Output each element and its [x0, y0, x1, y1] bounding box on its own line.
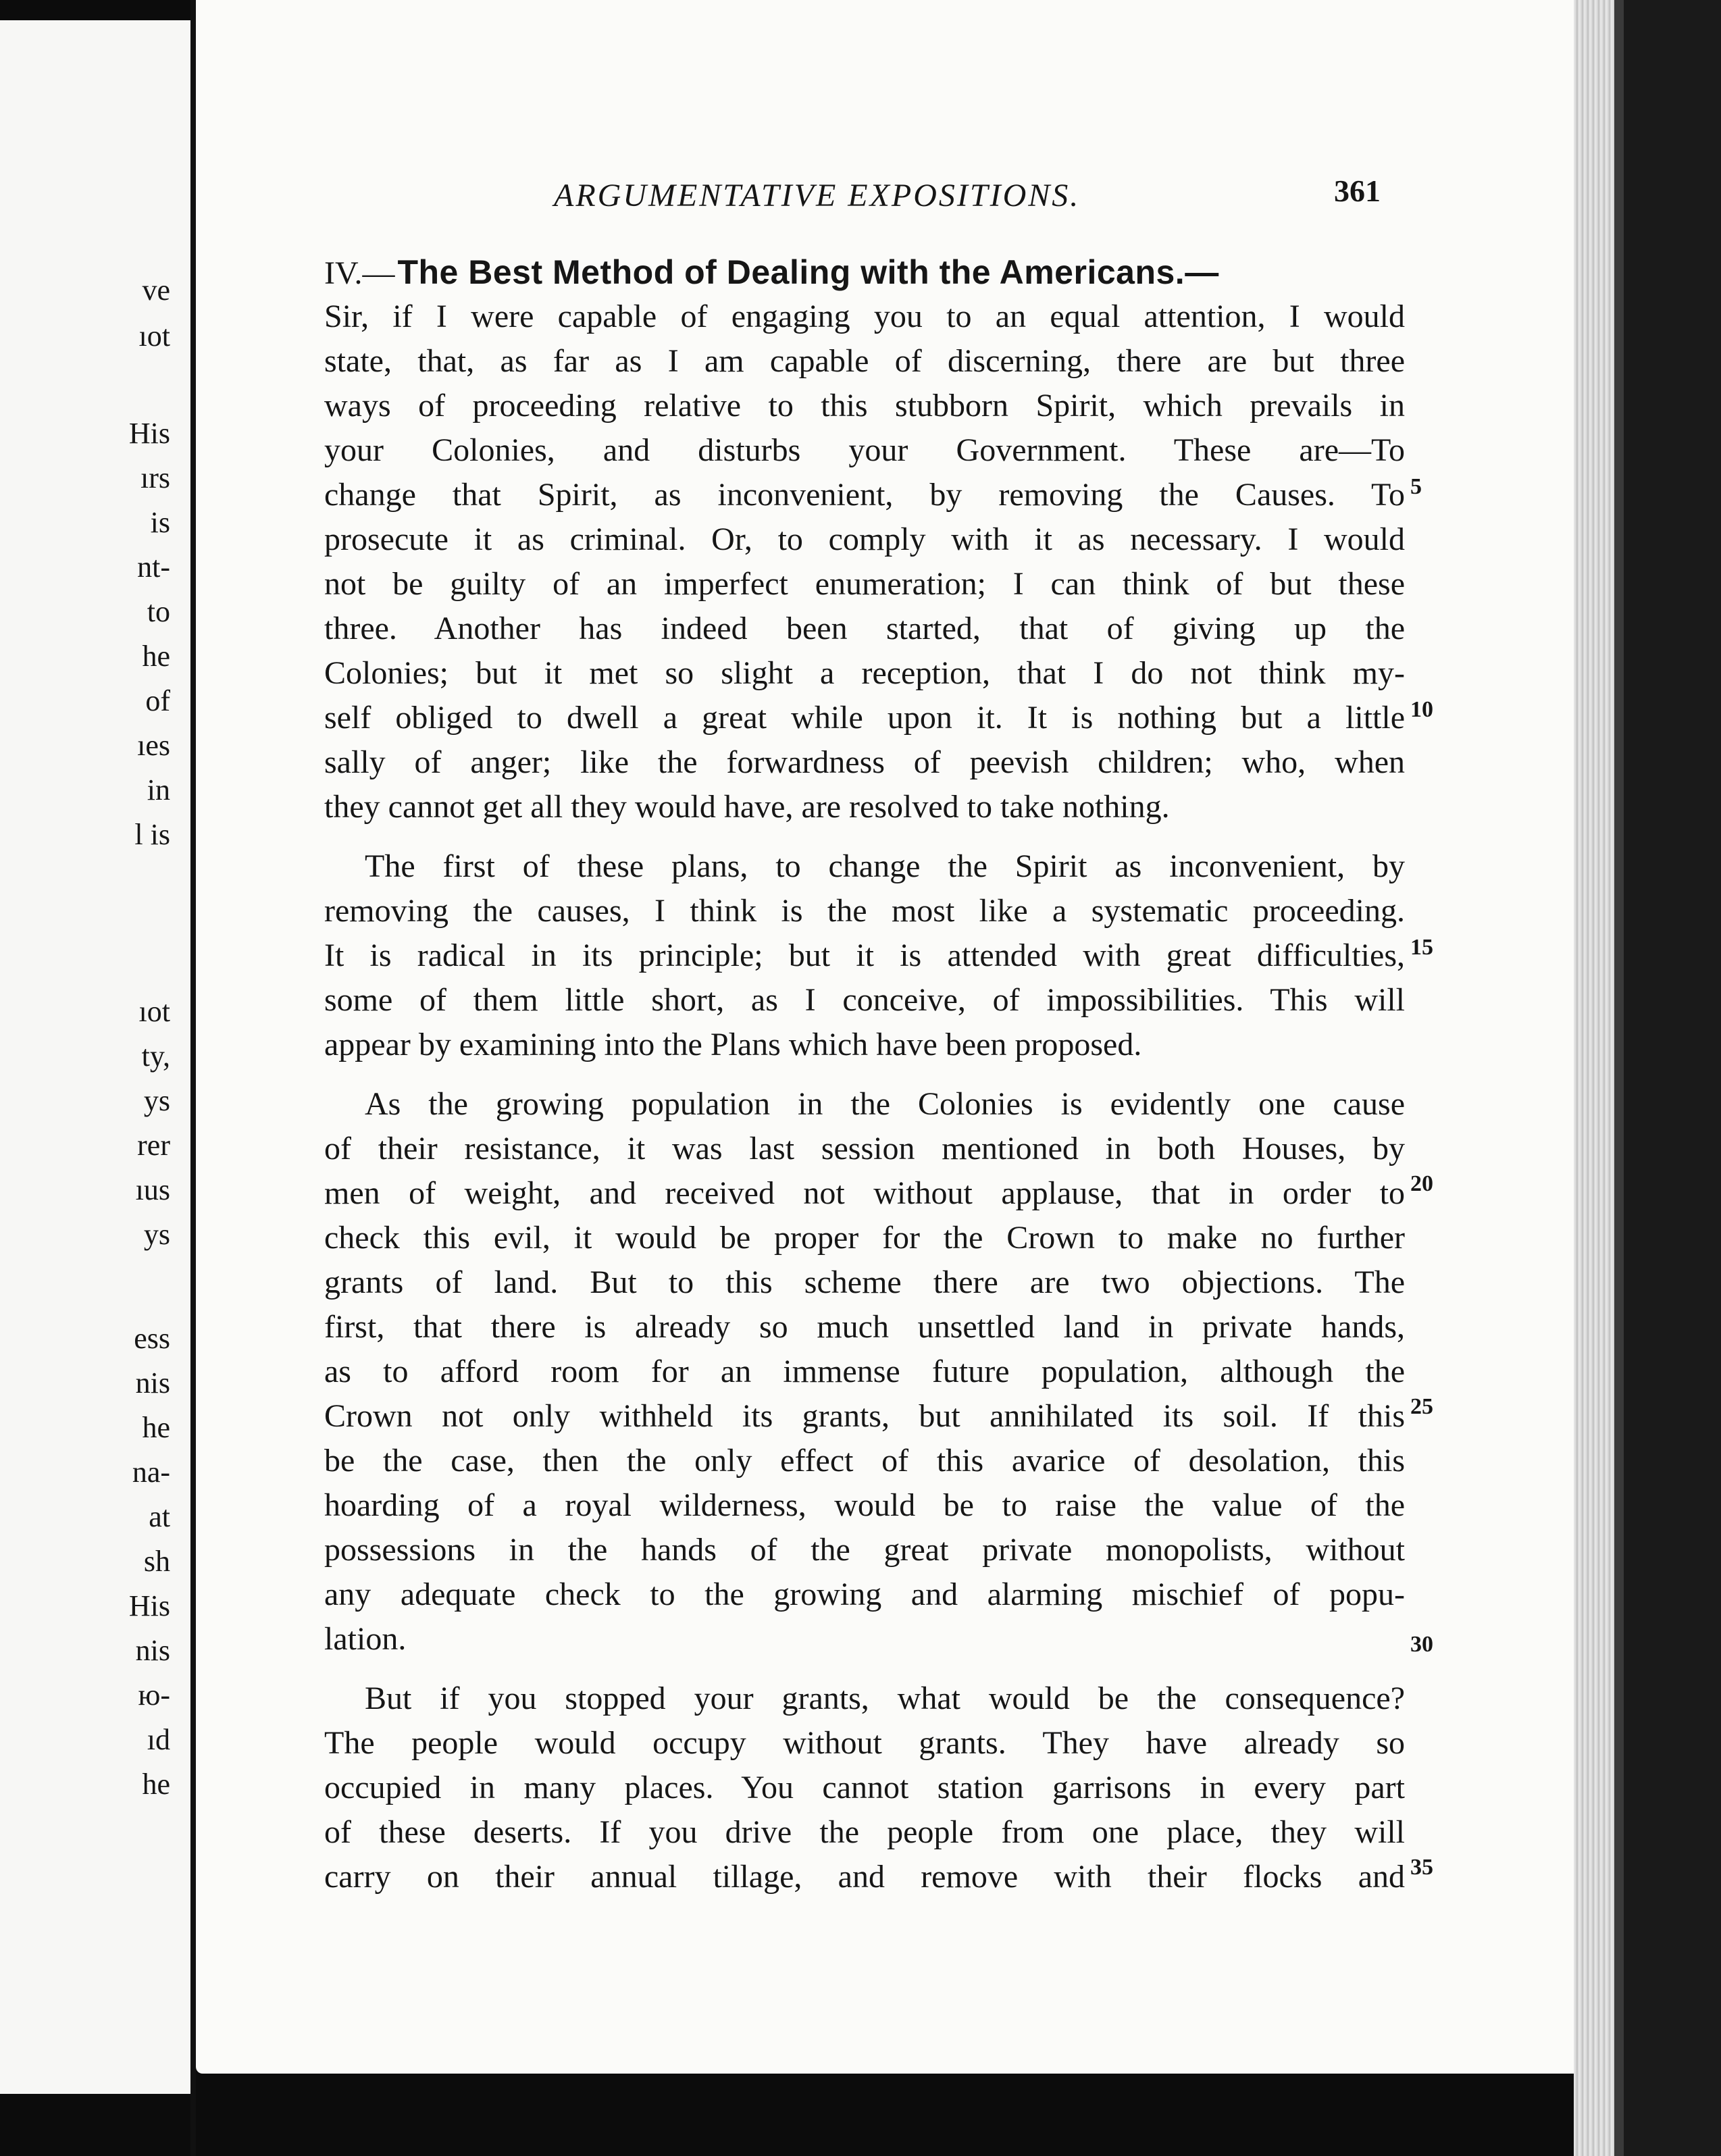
- line-number: 30: [1410, 1632, 1433, 1657]
- left-page-fragment: ve: [142, 274, 170, 307]
- left-page-fragment: he: [142, 640, 170, 673]
- line-number: 25: [1410, 1394, 1433, 1419]
- text-line: sally of anger; like the forwardness of peevish children; who, when: [324, 744, 1405, 780]
- running-head: ARGUMENTATIVE EXPOSITIONS.: [554, 178, 1081, 213]
- left-page-fragment: he: [142, 1768, 170, 1801]
- text-line: change that Spirit, as inconvenient, by removing the Causes. To: [324, 477, 1405, 513]
- text-line: carry on their annual tillage, and remove with their flocks and: [324, 1859, 1405, 1895]
- text-line: Sir, if I were capable of engaging you to an equal attention, I would: [324, 299, 1405, 334]
- text-line: The first of these plans, to change the Spirit as inconvenient, by: [365, 848, 1405, 884]
- left-page-fragment: he: [142, 1411, 170, 1444]
- line-number: 35: [1410, 1855, 1433, 1880]
- text-line: first, that there is already so much unsettled land in private hands,: [324, 1309, 1405, 1345]
- text-line: of these deserts. If you drive the people from one place, they will: [324, 1814, 1405, 1850]
- text-line: prosecute it as criminal. Or, to comply with it as necessary. I would: [324, 521, 1405, 557]
- book-cover-edge: [1614, 0, 1721, 2156]
- text-line: not be guilty of an imperfect enumeration; I can think of but these: [324, 566, 1405, 602]
- text-line: But if you stopped your grants, what would be the consequence?: [365, 1680, 1405, 1716]
- text-line: hoarding of a royal wilderness, would be to raise the value of the: [324, 1487, 1405, 1523]
- text-line: As the growing population in the Colonies is evidently one cause: [365, 1086, 1405, 1122]
- left-page-fragment: ıot: [138, 319, 170, 353]
- left-page-fragment: ty,: [141, 1040, 170, 1073]
- line-number: 5: [1410, 474, 1422, 499]
- page-edges: [1574, 0, 1614, 2156]
- left-page-fragment: ıd: [147, 1723, 170, 1756]
- left-page-fragment: His: [128, 1589, 170, 1622]
- left-page-fragment: ıes: [137, 729, 170, 762]
- text-line: be the case, then the only effect of this avarice of desolation, this: [324, 1443, 1405, 1479]
- book-gutter: [190, 0, 196, 2156]
- left-page-fragment: ırs: [140, 461, 170, 494]
- left-page-fragment: ıot: [138, 995, 170, 1028]
- text-line: ways of proceeding relative to this stubborn Spirit, which prevails in: [324, 388, 1405, 424]
- left-page: [0, 20, 195, 2094]
- text-line: It is radical in its principle; but it is attended with great difficulties,: [324, 938, 1405, 973]
- text-line: your Colonies, and disturbs your Government. These are—To: [324, 432, 1405, 468]
- left-page-fragment: His: [128, 417, 170, 450]
- left-page-fragment: nis: [135, 1366, 170, 1400]
- text-line: any adequate check to the growing and alarming mischief of popu-: [324, 1576, 1405, 1612]
- text-line: some of them little short, as I conceive, of impossibilities. This will: [324, 982, 1405, 1018]
- left-page-fragment: ys: [143, 1084, 170, 1117]
- text-line: they cannot get all they would have, are resolved to take nothing.: [324, 789, 1170, 825]
- left-page-fragment: ess: [134, 1322, 170, 1355]
- left-page-fragment: to: [147, 595, 170, 628]
- left-page-fragment: na-: [132, 1456, 170, 1489]
- left-page-fragment: sh: [143, 1545, 170, 1578]
- left-page-fragment: nis: [135, 1634, 170, 1667]
- text-line: possessions in the hands of the great private monopolists, without: [324, 1532, 1405, 1568]
- text-line: grants of land. But to this scheme there are two objections. The: [324, 1264, 1405, 1300]
- left-page-fragment: at: [149, 1500, 170, 1533]
- left-page-fragment: is: [150, 506, 170, 539]
- left-page-fragment: of: [145, 684, 170, 717]
- left-page-fragment: ys: [143, 1218, 170, 1251]
- text-line: lation.: [324, 1621, 407, 1657]
- text-line: men of weight, and received not without applause, that in order to: [324, 1175, 1405, 1211]
- text-line: check this evil, it would be proper for the Crown to make no further: [324, 1220, 1405, 1256]
- section-numeral: IV.—: [324, 255, 395, 291]
- left-page-fragment: ю-: [138, 1678, 170, 1712]
- text-line: Crown not only withheld its grants, but annihilated its soil. If this: [324, 1398, 1405, 1434]
- text-line: removing the causes, I think is the most like a systematic proceeding.: [324, 893, 1405, 929]
- left-page-fragment: nt-: [137, 550, 170, 584]
- text-line: as to afford room for an immense future population, although the: [324, 1354, 1405, 1389]
- section-heading: [324, 250, 1405, 294]
- text-line: The people would occupy without grants. They have already so: [324, 1725, 1405, 1761]
- text-line: occupied in many places. You cannot station garrisons in every part: [324, 1770, 1405, 1805]
- left-page-fragment: in: [147, 773, 170, 806]
- text-line: three. Another has indeed been started, that of giving up the: [324, 611, 1405, 646]
- left-page-fragment: rer: [137, 1129, 170, 1162]
- text-line: of their resistance, it was last session mentioned in both Houses, by: [324, 1131, 1405, 1166]
- text-line: appear by examining into the Plans which have been proposed.: [324, 1027, 1142, 1062]
- left-page-fragment: ıus: [135, 1173, 170, 1206]
- page-number: 361: [1334, 174, 1381, 208]
- left-page-fragment: l is: [134, 818, 170, 851]
- section-title: The Best Method of Dealing with the Americans.—: [397, 253, 1219, 291]
- line-number: 15: [1410, 935, 1433, 960]
- line-number: 20: [1410, 1171, 1433, 1196]
- body-text: [324, 250, 1405, 1899]
- text-line: self obliged to dwell a great while upon it. It is nothing but a little: [324, 700, 1405, 736]
- text-line: Colonies; but it met so slight a reception, that I do not think my-: [324, 655, 1405, 691]
- text-line: state, that, as far as I am capable of discerning, there are but three: [324, 343, 1405, 379]
- line-number: 10: [1410, 697, 1433, 722]
